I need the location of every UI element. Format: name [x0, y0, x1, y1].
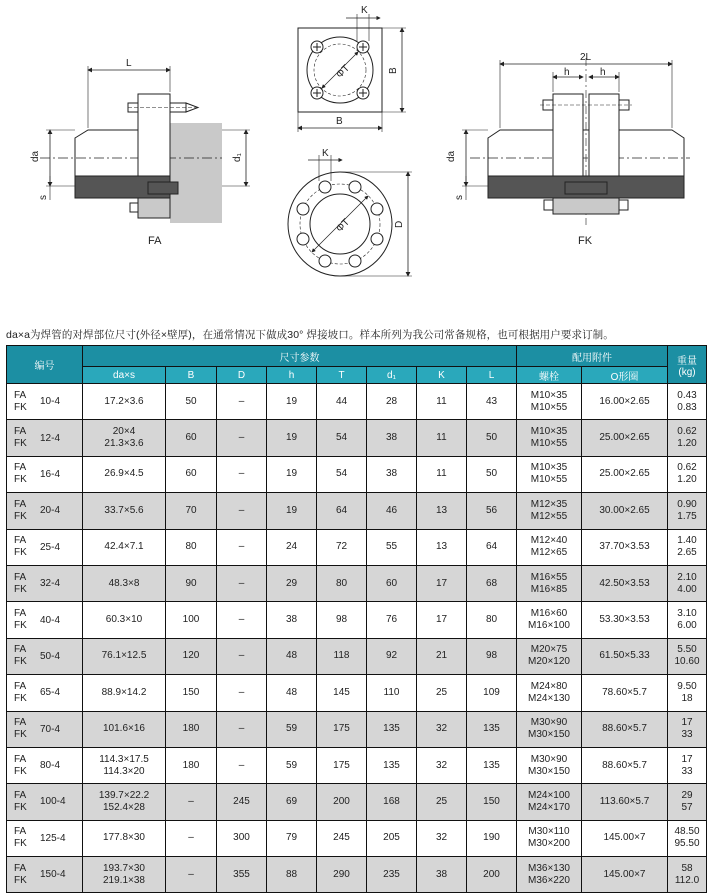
cell-weight: 0.43 0.83 [668, 384, 707, 420]
cell-B: 90 [166, 565, 217, 601]
spec-table [6, 345, 707, 893]
table-row [7, 456, 707, 492]
table-row [7, 493, 707, 529]
cell-oring: 145.00×7 [582, 857, 668, 893]
cell-h: 29 [267, 565, 317, 601]
header-oring: O形圈 [582, 367, 668, 384]
cell-oring: 37.70×3.53 [582, 529, 668, 565]
cell-D: – [217, 565, 267, 601]
cell-d1: 168 [367, 784, 417, 820]
header-da-s: da×s [83, 367, 166, 384]
cell-code [7, 857, 83, 893]
cell-type: FA FK [14, 608, 27, 632]
table-row [7, 784, 707, 820]
cell-bolt: M16×55 M16×85 [517, 565, 582, 601]
header-L: L [467, 367, 517, 384]
cell-code-number: 16-4 [40, 468, 61, 480]
cell-h: 19 [267, 493, 317, 529]
cell-oring: 61.50×5.33 [582, 638, 668, 674]
cell-bolt: M12×35 M12×55 [517, 493, 582, 529]
cell-K: 11 [417, 420, 467, 456]
cell-da-s: 20×4 21.3×3.6 [83, 420, 166, 456]
cell-B: 120 [166, 638, 217, 674]
cell-d1: 135 [367, 747, 417, 783]
cell-weight: 2.10 4.00 [668, 565, 707, 601]
cell-bolt: M12×40 M12×65 [517, 529, 582, 565]
cell-type: FA FK [14, 753, 27, 777]
cell-code-number: 65-4 [40, 687, 61, 699]
cell-B: – [166, 820, 217, 856]
cell-d1: 110 [367, 675, 417, 711]
cell-L: 135 [467, 747, 517, 783]
cell-oring: 16.00×2.65 [582, 384, 668, 420]
cell-K: 25 [417, 784, 467, 820]
cell-T: 80 [317, 565, 367, 601]
cell-code-number: 50-4 [40, 650, 61, 662]
dim-s-label: s [38, 195, 49, 200]
cell-bolt: M10×35 M10×55 [517, 456, 582, 492]
table-row [7, 384, 707, 420]
cell-T: 175 [317, 747, 367, 783]
cell-type: FA FK [14, 389, 27, 413]
fk-caption: FK [578, 235, 593, 247]
cell-T: 44 [317, 384, 367, 420]
cell-T: 200 [317, 784, 367, 820]
technical-drawings [0, 0, 710, 330]
cell-B: – [166, 857, 217, 893]
cell-h: 48 [267, 638, 317, 674]
cell-type: FA FK [14, 644, 27, 668]
cell-da-s: 193.7×30 219.1×38 [83, 857, 166, 893]
table-row [7, 675, 707, 711]
cell-type: FA FK [14, 680, 27, 704]
cell-L: 135 [467, 711, 517, 747]
cell-code [7, 565, 83, 601]
cell-h: 19 [267, 420, 317, 456]
cell-h: 88 [267, 857, 317, 893]
cell-B: 60 [166, 456, 217, 492]
cell-T: 290 [317, 857, 367, 893]
cell-bolt: M30×110 M30×200 [517, 820, 582, 856]
cell-K: 13 [417, 493, 467, 529]
table-row [7, 565, 707, 601]
cell-B: 100 [166, 602, 217, 638]
cell-da-s: 177.8×30 [83, 820, 166, 856]
cell-weight: 1.40 2.65 [668, 529, 707, 565]
cell-code-number: 150-4 [40, 869, 66, 881]
cell-d1: 55 [367, 529, 417, 565]
cell-code [7, 420, 83, 456]
cell-D: 355 [217, 857, 267, 893]
cell-oring: 88.60×5.7 [582, 747, 668, 783]
cell-L: 64 [467, 529, 517, 565]
header-B: B [166, 367, 217, 384]
cell-da-s: 48.3×8 [83, 565, 166, 601]
fa-caption: FA [148, 235, 162, 247]
cell-bolt: M36×130 M36×220 [517, 857, 582, 893]
cell-D: – [217, 675, 267, 711]
cell-type: FA FK [14, 462, 27, 486]
cell-oring: 145.00×7 [582, 820, 668, 856]
cell-da-s: 76.1×12.5 [83, 638, 166, 674]
cell-T: 54 [317, 420, 367, 456]
cell-da-s: 101.6×16 [83, 711, 166, 747]
cell-B: 60 [166, 420, 217, 456]
cell-K: 17 [417, 602, 467, 638]
dim-h-right-label: h [600, 67, 606, 78]
cell-h: 38 [267, 602, 317, 638]
table-row [7, 420, 707, 456]
cell-code-number: 80-4 [40, 760, 61, 772]
dim-D-label: D [394, 220, 405, 228]
cell-h: 59 [267, 747, 317, 783]
fk-dim-da-label: da [446, 150, 457, 162]
header-K: K [417, 367, 467, 384]
cell-h: 59 [267, 711, 317, 747]
table-row [7, 857, 707, 893]
cell-K: 21 [417, 638, 467, 674]
cell-D: – [217, 456, 267, 492]
cell-L: 50 [467, 420, 517, 456]
cell-weight: 0.90 1.75 [668, 493, 707, 529]
spec-table-body [7, 384, 707, 893]
cell-bolt: M20×75 M20×120 [517, 638, 582, 674]
cell-da-s: 114.3×17.5 114.3×20 [83, 747, 166, 783]
header-d1: d₁ [367, 367, 417, 384]
dim-T-top-label: ΦT [334, 62, 353, 81]
cell-d1: 76 [367, 602, 417, 638]
cell-weight: 5.50 10.60 [668, 638, 707, 674]
cell-code [7, 820, 83, 856]
cell-T: 54 [317, 456, 367, 492]
cell-T: 145 [317, 675, 367, 711]
cell-code [7, 529, 83, 565]
cell-type: FA FK [14, 426, 27, 450]
cell-K: 11 [417, 456, 467, 492]
cell-oring: 25.00×2.65 [582, 420, 668, 456]
cell-D: – [217, 602, 267, 638]
cell-D: – [217, 529, 267, 565]
cell-da-s: 42.4×7.1 [83, 529, 166, 565]
cell-K: 11 [417, 384, 467, 420]
cell-type: FA FK [14, 789, 27, 813]
dim-B-vertical-label: B [388, 67, 399, 74]
cell-D: 245 [217, 784, 267, 820]
cell-h: 24 [267, 529, 317, 565]
dim-B-horizontal-label: B [336, 116, 343, 127]
cell-oring: 30.00×2.65 [582, 493, 668, 529]
cell-h: 69 [267, 784, 317, 820]
cell-L: 43 [467, 384, 517, 420]
header-code: 编号 [7, 346, 83, 384]
cell-K: 38 [417, 857, 467, 893]
cell-T: 245 [317, 820, 367, 856]
cell-T: 175 [317, 711, 367, 747]
table-row [7, 638, 707, 674]
cell-code-number: 70-4 [40, 723, 61, 735]
header-h: h [267, 367, 317, 384]
cell-code-number: 25-4 [40, 541, 61, 553]
header-T: T [317, 367, 367, 384]
cell-da-s: 26.9×4.5 [83, 456, 166, 492]
cell-h: 19 [267, 384, 317, 420]
cell-weight: 17 33 [668, 711, 707, 747]
table-row [7, 711, 707, 747]
cell-oring: 42.50×3.53 [582, 565, 668, 601]
table-row [7, 820, 707, 856]
table-row [7, 747, 707, 783]
cell-weight: 0.62 1.20 [668, 420, 707, 456]
cell-weight: 9.50 18 [668, 675, 707, 711]
dim-2L-label: 2L [580, 52, 592, 63]
dim-T-bottom-label: ΦT [334, 216, 353, 235]
cell-K: 32 [417, 711, 467, 747]
cell-code-number: 125-4 [40, 832, 66, 844]
cell-L: 109 [467, 675, 517, 711]
header-weight [668, 346, 707, 384]
cell-K: 32 [417, 747, 467, 783]
cell-D: – [217, 420, 267, 456]
cell-T: 118 [317, 638, 367, 674]
cell-L: 98 [467, 638, 517, 674]
cell-L: 80 [467, 602, 517, 638]
cell-code [7, 384, 83, 420]
cell-d1: 28 [367, 384, 417, 420]
cell-K: 32 [417, 820, 467, 856]
cell-T: 98 [317, 602, 367, 638]
cell-B: 180 [166, 747, 217, 783]
cell-weight: 58 112.0 [668, 857, 707, 893]
cell-h: 48 [267, 675, 317, 711]
cell-bolt: M24×80 M24×130 [517, 675, 582, 711]
dim-K-top-label: K [361, 5, 368, 16]
cell-D: 300 [217, 820, 267, 856]
cell-type: FA FK [14, 498, 27, 522]
cell-B: 180 [166, 711, 217, 747]
table-row [7, 602, 707, 638]
cell-code [7, 711, 83, 747]
cell-code-number: 10-4 [40, 396, 61, 408]
header-weight-unit: (kg) [678, 366, 696, 378]
cell-L: 56 [467, 493, 517, 529]
cell-code-number: 32-4 [40, 578, 61, 590]
dim-K-bottom-label: K [322, 148, 329, 159]
cell-code [7, 675, 83, 711]
fk-drawing [462, 58, 690, 225]
welding-note: da×a为焊管的对焊部位尺寸(外径×壁厚)，在通常情况下做成30° 焊接坡口。样本所列为我公司常备规格，也可根据用户要求订制。 [6, 329, 614, 341]
cell-K: 25 [417, 675, 467, 711]
cell-code-number: 40-4 [40, 614, 61, 626]
cell-code-number: 100-4 [40, 796, 66, 808]
cell-L: 200 [467, 857, 517, 893]
cell-bolt: M24×100 M24×170 [517, 784, 582, 820]
cell-D: – [217, 493, 267, 529]
cell-oring: 88.60×5.7 [582, 711, 668, 747]
cell-type: FA FK [14, 717, 27, 741]
cell-code [7, 784, 83, 820]
cell-weight: 3.10 6.00 [668, 602, 707, 638]
cell-D: – [217, 711, 267, 747]
cell-type: FA FK [14, 571, 27, 595]
cell-da-s: 60.3×10 [83, 602, 166, 638]
cell-weight: 17 33 [668, 747, 707, 783]
cell-d1: 46 [367, 493, 417, 529]
cell-type: FA FK [14, 862, 27, 886]
dim-d1-label: d₁ [232, 153, 243, 162]
cell-type: FA FK [14, 826, 27, 850]
cell-D: – [217, 384, 267, 420]
cell-code [7, 456, 83, 492]
cell-weight: 29 57 [668, 784, 707, 820]
cell-d1: 135 [367, 711, 417, 747]
cell-code [7, 638, 83, 674]
cell-oring: 113.60×5.7 [582, 784, 668, 820]
cell-L: 68 [467, 565, 517, 601]
cell-T: 72 [317, 529, 367, 565]
fa-drawing [40, 66, 250, 223]
cell-bolt: M30×90 M30×150 [517, 711, 582, 747]
cell-bolt: M16×60 M16×100 [517, 602, 582, 638]
cell-T: 64 [317, 493, 367, 529]
cell-L: 190 [467, 820, 517, 856]
cell-L: 150 [467, 784, 517, 820]
dim-h-left-label: h [564, 67, 570, 78]
fk-dim-s-label: s [454, 195, 465, 200]
cell-h: 19 [267, 456, 317, 492]
cell-D: – [217, 638, 267, 674]
round-flange-drawing [288, 155, 412, 276]
cell-L: 50 [467, 456, 517, 492]
header-weight-label: 重量 [677, 355, 697, 367]
cell-B: 150 [166, 675, 217, 711]
cell-da-s: 33.7×5.6 [83, 493, 166, 529]
cell-bolt: M10×35 M10×55 [517, 384, 582, 420]
cell-d1: 92 [367, 638, 417, 674]
cell-B: 70 [166, 493, 217, 529]
dim-L-label: L [126, 58, 132, 69]
cell-code [7, 747, 83, 783]
cell-code-number: 20-4 [40, 505, 61, 517]
header-bolt: 螺栓 [517, 367, 582, 384]
cell-code [7, 493, 83, 529]
dim-da-label: da [30, 150, 41, 162]
cell-oring: 78.60×5.7 [582, 675, 668, 711]
header-accessories: 配用附件 [517, 346, 668, 367]
cell-d1: 60 [367, 565, 417, 601]
cell-weight: 48.50 95.50 [668, 820, 707, 856]
cell-bolt: M10×35 M10×55 [517, 420, 582, 456]
header-D: D [217, 367, 267, 384]
table-row [7, 529, 707, 565]
cell-oring: 53.30×3.53 [582, 602, 668, 638]
cell-K: 17 [417, 565, 467, 601]
cell-code [7, 602, 83, 638]
cell-da-s: 17.2×3.6 [83, 384, 166, 420]
cell-da-s: 139.7×22.2 152.4×28 [83, 784, 166, 820]
cell-d1: 38 [367, 420, 417, 456]
cell-B: 80 [166, 529, 217, 565]
cell-B: – [166, 784, 217, 820]
cell-bolt: M30×90 M30×150 [517, 747, 582, 783]
cell-oring: 25.00×2.65 [582, 456, 668, 492]
cell-type: FA FK [14, 535, 27, 559]
cell-h: 79 [267, 820, 317, 856]
cell-d1: 235 [367, 857, 417, 893]
cell-D: – [217, 747, 267, 783]
header-dims: 尺寸参数 [83, 346, 517, 367]
cell-code-number: 12-4 [40, 432, 61, 444]
cell-d1: 38 [367, 456, 417, 492]
cell-B: 50 [166, 384, 217, 420]
cell-da-s: 88.9×14.2 [83, 675, 166, 711]
cell-d1: 205 [367, 820, 417, 856]
cell-weight: 0.62 1.20 [668, 456, 707, 492]
cell-K: 13 [417, 529, 467, 565]
